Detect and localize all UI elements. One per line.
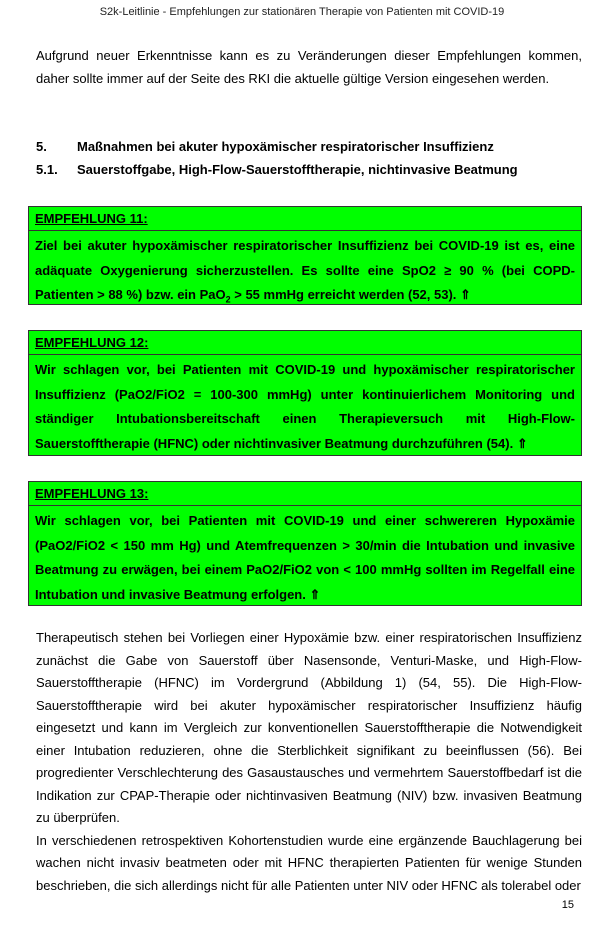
recommendation-text [29,231,581,316]
strong-recommendation-arrow-icon: ⇑ [309,586,321,602]
strong-recommendation-arrow-icon: ⇑ [516,435,528,451]
recommendation-text-part: Wir schlagen vor, bei Patienten mit COVID-19 und hypoxämischer respiratorischer Insuffizienz (PaO2/FiO2 = 100-300 mmHg) unter kontinuierlichem Monitoring und ständiger Intubationsbereitschaft einen Therapieversuch mit High-Flow-Sauerstofftherapie (HFNC) oder nichtinvasiver Beatmung durchzuführen (54). [35,362,575,451]
subscript: 2 [225,294,231,305]
recommendation-title: EMPFEHLUNG 13: [29,482,581,506]
recommendation-text-part: > 55 mmHg erreicht werden (52, 53). [230,287,457,302]
running-header: S2k-Leitlinie - Empfehlungen zur stationären Therapie von Patienten mit COVID-19 [99,6,505,18]
subsection-title: Sauerstoffgabe, High-Flow-Sauerstofftherapie, nichtinvasive Beatmung [77,162,518,177]
recommendation-box-11 [28,206,582,305]
recommendation-box-13 [28,481,582,606]
subsection-number: 5.1. [36,162,58,177]
subsection-heading [36,162,518,177]
section-number: 5. [36,139,47,154]
recommendation-text [29,506,581,611]
recommendation-box-12 [28,330,582,456]
recommendation-text-part: Ziel bei akuter hypoxämischer respiratorischer Insuffizienz bei COVID-19 ist es, eine adäquate Oxygenierung sicherzustellen. Es sollte eine SpO2 ≥ 90 % (bei COPD-Patienten > 88 %) bzw. ein PaO [35,238,575,302]
recommendation-title: EMPFEHLUNG 12: [29,331,581,355]
paragraph: Therapeutisch stehen bei Vorliegen einer Hypoxämie bzw. einer respiratorischen Insuffizienz zunächst die Gabe von Sauerstoff über Nasensonde, Venturi-Maske, und High-Flow-Sauerstofftherapie (HFNC) im Vordergrund (Abbildung 1) (54, 55). Die High-Flow-Sauerstofftherapie wird bei akuter hypoxämischer respiratorischer Insuffizienz häufig eingesetzt und kann im Vergleich zur konventionellen Sauerstofftherapie die Notwendigkeit einer Intubation reduzieren, ohne die Sterblichkeit signifikant zu beeinflussen (56). Bei progredienter Verschlechterung des Gasaustausches und vermehrtem Sauerstoffbedarf ist die Indikation zur CPAP-Therapie oder nichtinvasiven Beatmung (NIV) bzw. invasiven Beatmung zu überprüfen. [36,630,582,825]
recommendation-text-part: Wir schlagen vor, bei Patienten mit COVID-19 und einer schwereren Hypoxämie (PaO2/FiO2 < 150 mm Hg) und Atemfrequenzen > 30/min die Intubation und invasive Beatmung zu erwägen, bei einem PaO2/FiO2 von < 100 mmHg sollten im Regelfall eine Intubation und invasive Beatmung erfolgen. [35,513,575,602]
recommendation-text [29,355,581,460]
recommendation-title: EMPFEHLUNG 11: [29,207,581,231]
section-heading [36,139,494,154]
intro-paragraph: Aufgrund neuer Erkenntnisse kann es zu Veränderungen dieser Empfehlungen kommen, daher sollte immer auf der Seite des RKI die aktuelle gültige Version eingesehen werden. [36,48,582,86]
strong-recommendation-arrow-icon: ⇑ [460,287,471,302]
body-text [36,627,582,897]
page-number: 15 [561,899,574,911]
paragraph: In verschiedenen retrospektiven Kohortenstudien wurde eine ergänzende Bauchlagerung bei wachen nicht invasiv beatmeten oder mit HFNC therapierten Patienten für wenige Stunden beschrieben, die sich allerdings nicht für alle Patienten unter NIV oder HFNC als tolerabel oder [36,832,582,893]
section-title: Maßnahmen bei akuter hypoxämischer respiratorischer Insuffizienz [77,139,494,154]
